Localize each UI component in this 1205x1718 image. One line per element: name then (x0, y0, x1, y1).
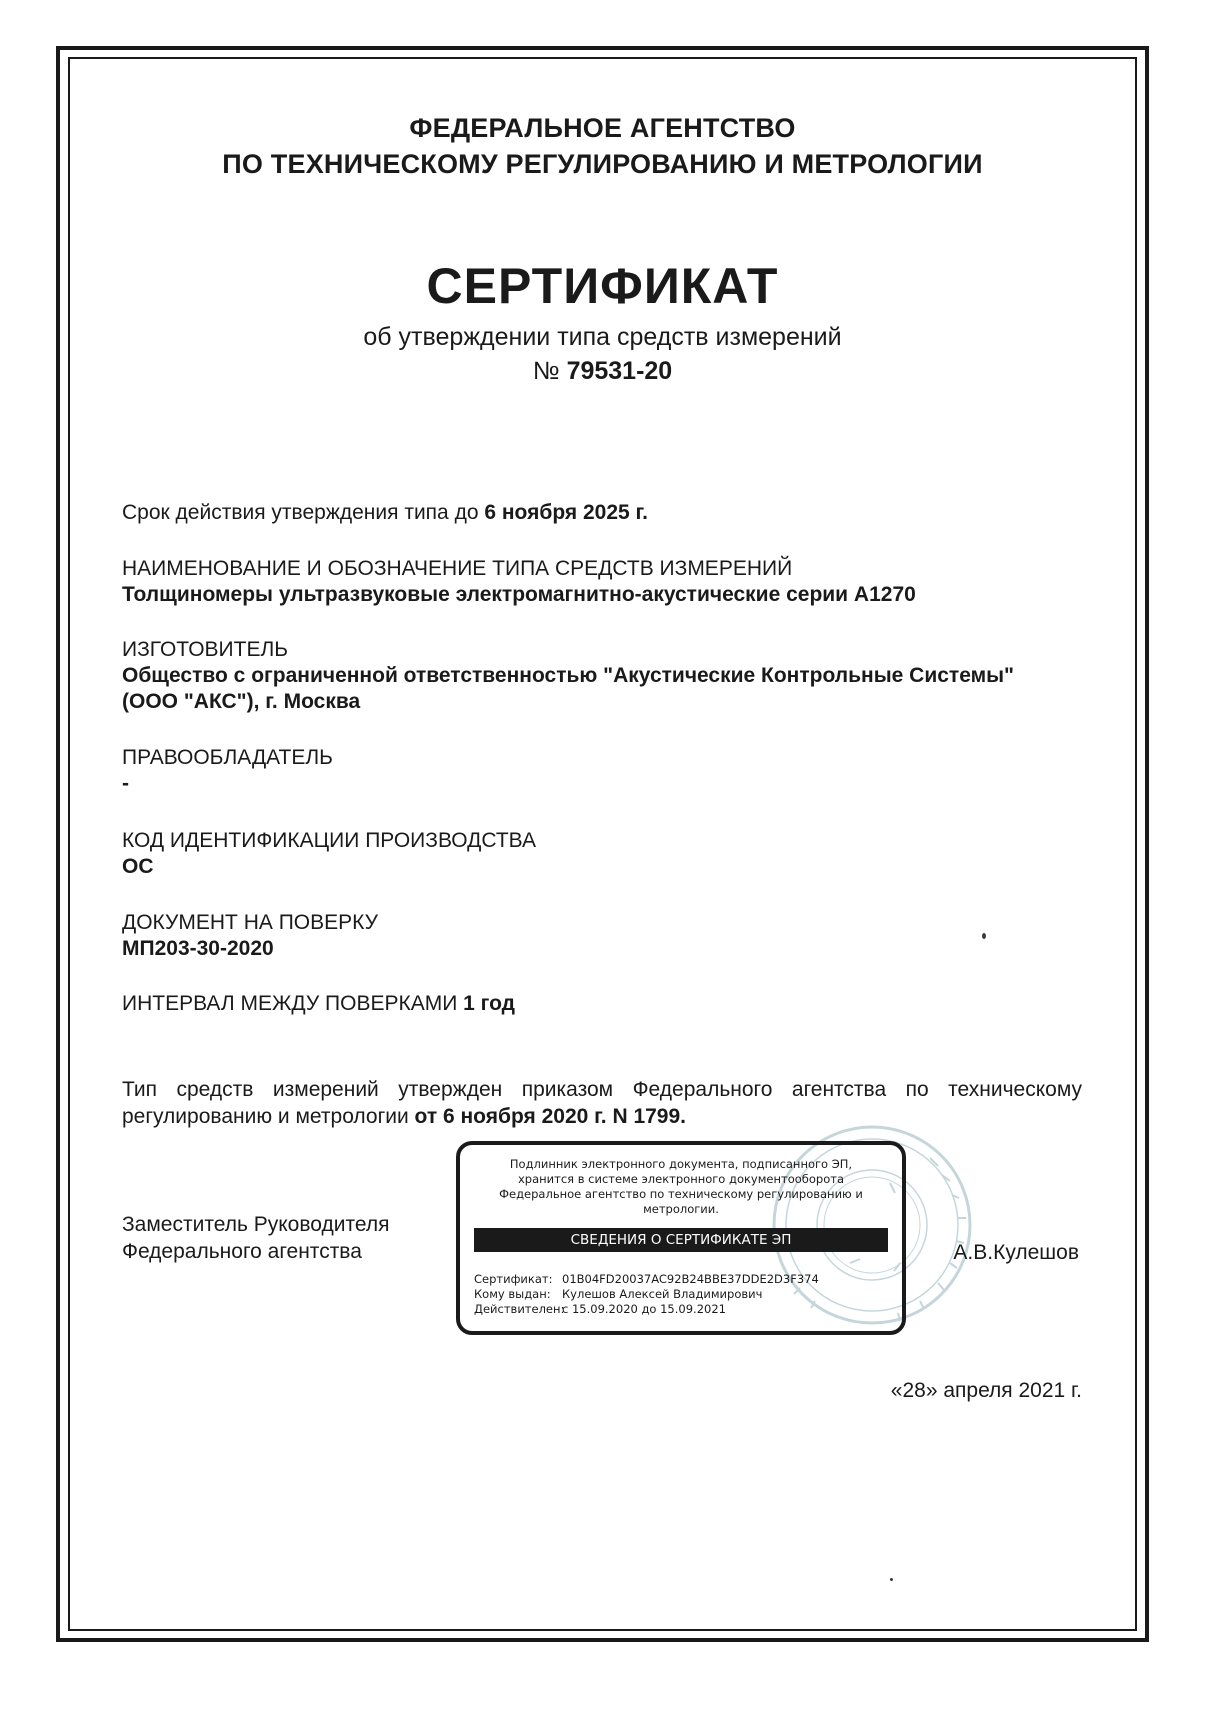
issue-date: «28» апреля 2021 г. (890, 1379, 1082, 1402)
field-value: ОС (122, 855, 154, 878)
order-ref: от 6 ноября 2020 г. N 1799. (414, 1105, 686, 1128)
issued-label: Кому выдан: (474, 1287, 551, 1301)
certificate-number (0, 357, 1205, 386)
agency-line-2: ПО ТЕХНИЧЕСКОМУ РЕГУЛИРОВАНИЮ И МЕТРОЛОГИИ (222, 149, 983, 179)
scan-speck (890, 1578, 893, 1581)
interval-value: 1 год (463, 992, 516, 1015)
valid-value: с 15.09.2020 до 15.09.2021 (562, 1302, 726, 1316)
field-rights-holder (122, 745, 333, 797)
certificate-value: 01B04FD20037AC92B24BBE37DDE2D3F374 (562, 1272, 819, 1286)
scan-speck (982, 933, 986, 939)
field-label: ПРАВООБЛАДАТЕЛЬ (122, 746, 333, 769)
certificate-subtitle: об утверждении типа средств измерений (363, 323, 842, 351)
note-line-3: Федеральное агентство по техническому регулированию и (499, 1187, 863, 1201)
validity-date: 6 ноября 2025 г. (484, 501, 648, 524)
interval-label: ИНТЕРВАЛ МЕЖДУ ПОВЕРКАМИ (122, 992, 458, 1015)
signatory-position (122, 1211, 389, 1265)
e-signature-details (474, 1272, 819, 1317)
field-value-line-2: (ООО "АКС"), г. Москва (122, 690, 361, 713)
field-label: КОД ИДЕНТИФИКАЦИИ ПРОИЗВОДСТВА (122, 829, 536, 852)
e-signature-stamp (456, 1141, 906, 1335)
approval-order (122, 1076, 1082, 1130)
note-line-4: метрологии. (643, 1202, 719, 1216)
e-signature-note (460, 1157, 902, 1217)
note-line-1: Подлинник электронного документа, подписанного ЭП, (509, 1157, 853, 1171)
validity-text: Срок действия утверждения типа до (122, 501, 479, 524)
field-value-line-1: Общество с ограниченной ответственностью "Акустические Контрольные Системы" (122, 664, 1015, 687)
number-prefix: № (532, 357, 560, 385)
certificate-row (474, 1272, 819, 1287)
number-value: 79531-20 (566, 357, 673, 385)
position-line-2: Федерального агентства (122, 1240, 362, 1263)
issued-value: Кулешов Алексей Владимирович (562, 1287, 763, 1301)
field-manufacturer (122, 637, 1014, 715)
note-line-2: хранится в системе электронного документооборота (518, 1172, 844, 1186)
e-signature-bar: СВЕДЕНИЯ О СЕРТИФИКАТЕ ЭП (474, 1228, 888, 1252)
certificate-title: СЕРТИФИКАТ (426, 258, 779, 314)
field-production-code (122, 828, 536, 880)
issued-row (474, 1287, 819, 1302)
field-value: Толщиномеры ультразвуковые электромагнитно-акустические серии А1270 (122, 583, 916, 606)
position-line-1: Заместитель Руководителя (122, 1213, 390, 1236)
field-type-name (122, 556, 916, 608)
agency-line-1: ФЕДЕРАЛЬНОЕ АГЕНТСТВО (409, 113, 796, 143)
field-verification-doc (122, 910, 378, 962)
order-text: Тип средств измерений утвержден приказом Федерального агентства по техническому регулированию и метрологии (122, 1078, 1082, 1128)
agency-header (0, 110, 1205, 182)
field-value: - (122, 772, 129, 795)
certificate-label: Сертификат: (474, 1272, 553, 1286)
field-value: МП203-30-2020 (122, 937, 274, 960)
validity-line (122, 500, 648, 526)
field-label: ДОКУМЕНТ НА ПОВЕРКУ (122, 911, 378, 934)
field-label: ИЗГОТОВИТЕЛЬ (122, 638, 289, 661)
signatory-name: А.В.Кулешов (953, 1241, 1079, 1264)
field-label: НАИМЕНОВАНИЕ И ОБОЗНАЧЕНИЕ ТИПА СРЕДСТВ ИЗМЕРЕНИЙ (122, 557, 793, 580)
valid-label: Действителен: (474, 1302, 565, 1316)
valid-row (474, 1302, 819, 1317)
verification-interval (122, 991, 515, 1017)
